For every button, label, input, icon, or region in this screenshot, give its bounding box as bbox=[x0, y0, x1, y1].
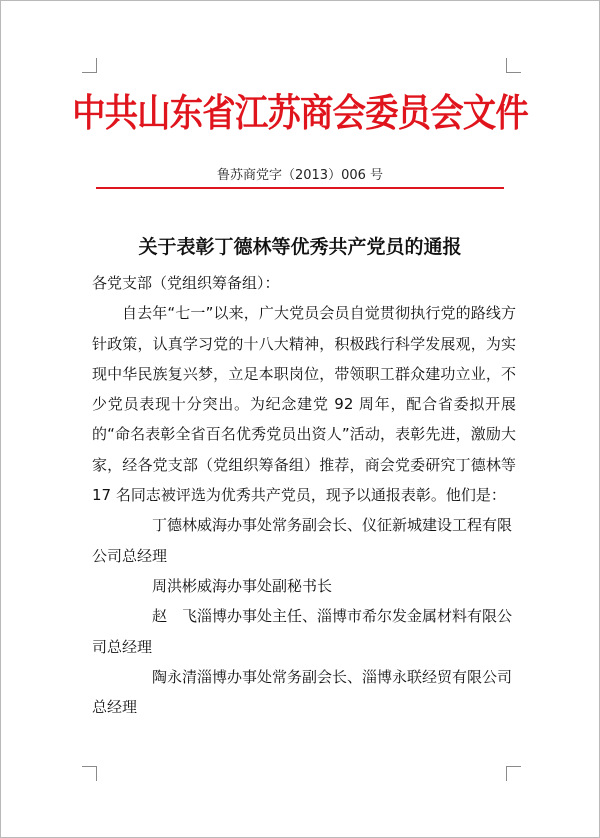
honoree-item bbox=[92, 510, 516, 571]
honoree-name: 丁德林 bbox=[152, 516, 198, 535]
crop-mark-top-left bbox=[82, 58, 97, 73]
crop-mark-bottom-right bbox=[506, 766, 521, 781]
honoree-name: 陶永清 bbox=[152, 667, 198, 686]
honoree-title: 威海办事处常务副会长、仪征新城建设工程有限公司总经理 bbox=[92, 516, 513, 565]
honoree-item bbox=[92, 571, 516, 601]
crop-mark-top-right bbox=[506, 58, 521, 73]
honoree-title: 淄博办事处常务副会长、淄博永联经贸有限公司总经理 bbox=[92, 667, 513, 717]
honoree-name: 赵 飞 bbox=[152, 607, 198, 626]
honoree-item bbox=[92, 601, 516, 662]
document-header-title: 中共山东省江苏商会委员会文件 bbox=[72, 90, 528, 135]
red-divider-line bbox=[96, 187, 504, 189]
honoree-item bbox=[92, 662, 516, 723]
document-number: 鲁苏商党字（2013）006 号 bbox=[216, 168, 384, 183]
honoree-name: 周洪彬 bbox=[152, 576, 198, 595]
salutation: 各党支部（党组织筹备组）： bbox=[92, 274, 280, 292]
document-body bbox=[92, 268, 516, 722]
notice-title: 关于表彰丁德林等优秀共产党员的通报 bbox=[138, 236, 462, 258]
body-paragraph: 自去年“七一”以来，广大党员会员自觉贯彻执行党的路线方针政策，认真学习党的十八大精神，积极践行科学发展观，为实现中华民族复兴梦，立足本职岗位，带领职工群众建功立业，不少党员表现十分突出。为纪念建党 92 周年，配合省委拟开展的“命名表彰全省百名优秀党员出资人”活动，表彰先进，激励大家，经各党支部（党组织筹备组）推荐，商会党委研究丁德林等 17 名同志被评选为优秀共产党员，现予以通报表彰。他们是： bbox=[92, 304, 516, 505]
honoree-title: 淄博办事处主任、淄博市希尔发金属材料有限公司总经理 bbox=[92, 607, 513, 656]
honoree-title: 威海办事处副秘书长 bbox=[197, 576, 333, 595]
crop-mark-bottom-left bbox=[82, 766, 97, 781]
